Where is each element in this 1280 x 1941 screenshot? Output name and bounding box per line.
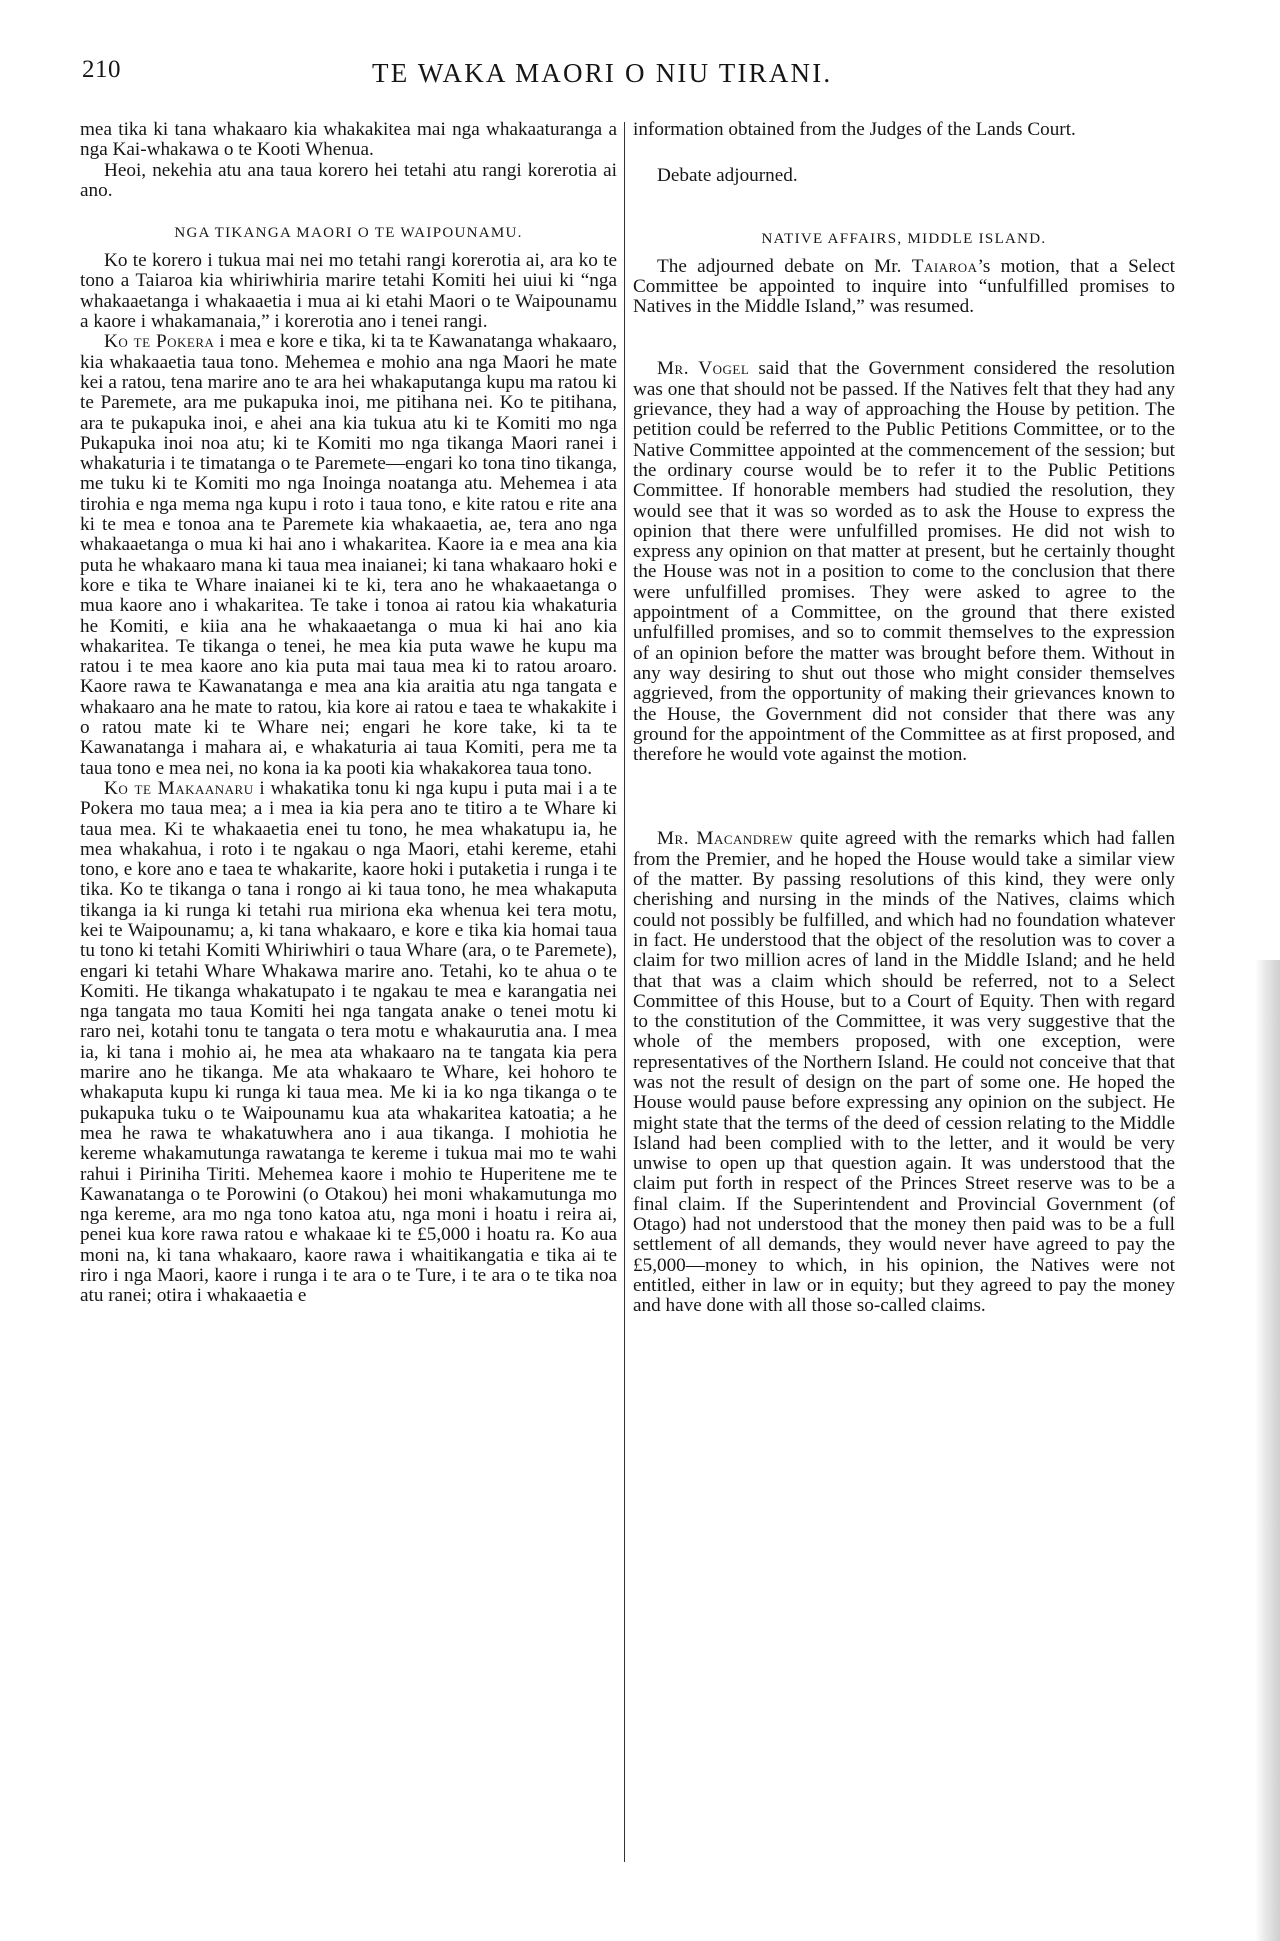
speaker-name: Mr. Vogel [657,358,750,380]
running-head [82,56,1192,96]
page-number: 210 [82,56,121,83]
column-divider [624,122,625,1862]
speech-text: quite agreed with the remarks which had fallen from the Premier, and he hoped the House would take a similar view of the matter. By passing resolutions of this kind, they were only cherishing and nursing in the minds of the Natives, claims which could not possibly be fulfilled, and which had no foundation whatever in fact. He understood that the object of the resolution was to cover a claim for two million acres of land in the Middle Island; and he held that that was a claim which should be referred, not to a Select Committee of this House, but to a Court of Equity. Then with regard to the constitution of the Committee, it was very suggestive that the whole of the members proposed, with one exception, were representatives of the Northern Island. He could not conceive that that was not the result of design on the part of some one. He hoped the House would pause before expressing any opinion on the subject. He might state that the terms of the deed of cession relating to the Middle Island had been complied with to the letter, and it would be very unwise to open up that question again. It was understood that the claim put forth in respect of the Princes Street reserve was to be a final claim. If the Superintendent and Provincial Government (of Otago) had not understood that the money then paid was to be a full settlement of all demands, they would never have agreed to pay the £5,000—money to which, in his opinion, the Natives were not entitled, either in law or in equity; but they agreed to pay the money and have done with all those so-called claims. [633,828,1175,1317]
left-column-maori [80,120,617,1307]
section-heading-english: NATIVE AFFAIRS, MIDDLE ISLAND. [761,230,1047,247]
speech-text: i whakatika tonu ki nga kupu i puta mai i a te Pokera mo taua mea; a i mea ia kia pera ano te titiro a te Whare ki taua mea. Ki te whakaaetia enei tu tono, he mea whakatupu ia, he mea whakahua, i roto i te ngakau o nga Maori, etahi kereme, etahi tono, e kore ano e taea te whakarite, kaore hoki i putaketia i runga i te tika. Ko te tikanga o tana i rongo ai ki taua tono, he mea whakaputa tikanga ia ki runga ki tetahi rua miriona eka whenua kei tera motu, kei te Waipounamu; a, ki tana whakaaro, e kore e tika kia homai taua tu tono ki tetahi Komiti Whiriwhiri o taua Whare (ara, o te Paremete), engari ki tetahi Whare Whakawa marire ano. Tetahi, ko te ahua o te Komiti. He tikanga whakatupato i te ngakau te mea e karangatia nei nga tangata mo taua Komiti hei nga tangata anake o tenei motu ki raro nei, kotahi tonu te tangata o tera motu e whakaurutia ana. I mea ia, ki tana i mohio ai, he mea ata whakaaro na te tangata kia pera marire ano he tikanga. Me ata whakaaro te Whare, kei hohoro te whakaputa kupu ki runga ki taua mea. Me ki ia ko nga tikanga o te pukapuka tuku o te Waipounamu kua ata whakaritea katoatia; a he mea he rawa te whakatuwhera ano i aua tikanga. I mohiotia he kereme whakamutunga rawatanga te kereme i tukua mai mo te wahi rahui i Piriniha Tiriti. Mehemea kaore i mohio te Huperitene me te Kawanatanga o te Porowini (o Otakou) hei moni whakamutunga mo nga kereme, ara mo nga tono katoa atu, nga moni i hoatu i reira ai, penei kua kore rawa ratou e whakaae ki te £5,000 i hoatu ra. Ko aua moni na, ki tana whakaaro, kaore rawa i whaitikangatia e tika ai te riro i nga Maori, kaore i runga i te ara o te Ture, i te ara o te tika noa atu ranei; otira i whakaaetia e [80,777,617,1307]
speaker-name: Mr. Macandrew [657,828,794,850]
page-edge-shadow [1255,960,1280,1941]
motion-text-start: The adjourned debate on Mr. [657,255,912,277]
taiaroa-name: Taiaroa [911,255,978,277]
pokera-speech [80,332,617,779]
speaker-name: Ko te Pokera [104,331,215,353]
motion-text-end: ’s motion, that a Select Committee be appointed to inquire into “unfulfilled promises to Natives in the Middle Island,” was resumed. [633,255,1176,318]
adjournment-paragraph: Heoi, nekehia atu ana taua korero hei tetahi atu rangi korerotia ai ano. [80,159,617,201]
speech-text: i mea e kore e tika, ki ta te Kawanatanga whakaaro, kia whakaaetia taua tono. Mehemea e mohio ana nga Maori he mate kei a ratou, tena marire ano te ara hei whakaputanga kupu ma ratou ki te Paremete, ara me pukapuka inoi, me pitihana nei. Ko te pitihana, ara te pukapuka inoi, e ahei ana kia tukua atu ki te Komiti mo nga Pukapuka inoi noa atu; ki te Komiti mo nga tikanga Maori ranei i whakaturia i te timatanga o te Paremete—engari ko tona tino tikanga, me tuku ki te Komiti mo nga Inoinga noatanga atu. Mehemea i ata tirohia e nga mema nga kupu i roto i taua tono, e kite ratou e rite ana ki te mea e tonoa ana te Paremete kia whakaaetia, ae, tera ano nga whakaaetanga o mua ki hai ano i whakaritea. Kaore ia e mea ana kia puta he whakaaro mana ki taua mea inaianei; ki tana whakaaro hoki e kore e tika te Whare inaianei ki te ki, tera ano he whakaaetanga o mua kaore ano i whakaritea. Te take i tonoa ai ratou kia whakaturia he Komiti, e kiia ana he whakaaetanga o mua ki hai ano kia whakaritea. Te tikanga o tenei, he mea kia puta wawe he kupu ma ratou i te mea kaore ano kia puta mai taua mea ki to ratou aroaro. Kaore rawa te Kawanatanga e mea ana kia araitia atu nga tangata e whakaaro ana he mate to ratou, kia kore ai ratou e taea te whakakite i o ratou mate ki te Whare nei; engari he kore take, ki ta te Kawanatanga i mahara ai, e whakaturia ai taua Komiti, pera me ta taua tono e mea nei, no kona ia ka pooti kia whakakorea taua tono. [80,331,618,779]
right-column-english [633,120,1175,1317]
motion-paragraph [633,257,1175,318]
continued-paragraph: mea tika ki tana whakaaro kia whakakitea mai nga whakaaturanga a nga Kai-whakawa o te Kooti Whenua. [80,119,617,161]
continued-paragraph: information obtained from the Judges of the Lands Court. [633,119,1076,140]
speaker-name: Ko te Makaanaru [104,777,254,799]
section-heading-maori: NGA TIKANGA MAORI O TE WAIPOUNAMU. [174,225,523,242]
macandrew-speech [633,829,1175,1316]
motion-paragraph: Ko te korero i tukua mai nei mo tetahi rangi korerotia ai, ara ko te tono a Taiaroa kia whiriwhiria marire tetahi Komiti hei uiui ki “nga whakaaetanga i whakaaetia i mua ai ki etahi Maori o te Waipounamu a kaore i whakamanaia,” i korerotia ano i tenei rangi. [80,250,617,333]
debate-adjourned: Debate adjourned. [657,165,798,187]
makaanaru-speech [80,779,617,1307]
journal-title: TE WAKA MAORI O NIU TIRANI. [372,58,833,88]
speech-text: said that the Government considered the resolution was one that should not be passed. If the Natives felt that they had any grievance, they had a way of approaching the House by petition. The petition could be referred to the Public Petitions Committee, or to the Native Committee appointed at the commencement of the session; but the ordinary course would be to refer it to the Public Petitions Committee. If honorable members had studied the resolution, they would see that it was so worded as to ask the House to express the opinion that there were unfulfilled promises. He did not wish to express any opinion on that matter at present, but he certainly thought the House was not in a position to come to the conclusion that there were unfulfilled promises. They were asked to agree to the appointment of a Committee, on the ground that there existed unfulfilled promises, and so to commit themselves to the expression of an opinion before the matter was brought before them. Without in any way desiring to shut out those who might consider themselves aggrieved, from the opportunity of making their grievances known to the House, the Government did not consider that there was any ground for the appointment of the Committee as at first proposed, and therefore he would vote against the motion. [633,358,1175,766]
vogel-speech [633,359,1175,765]
